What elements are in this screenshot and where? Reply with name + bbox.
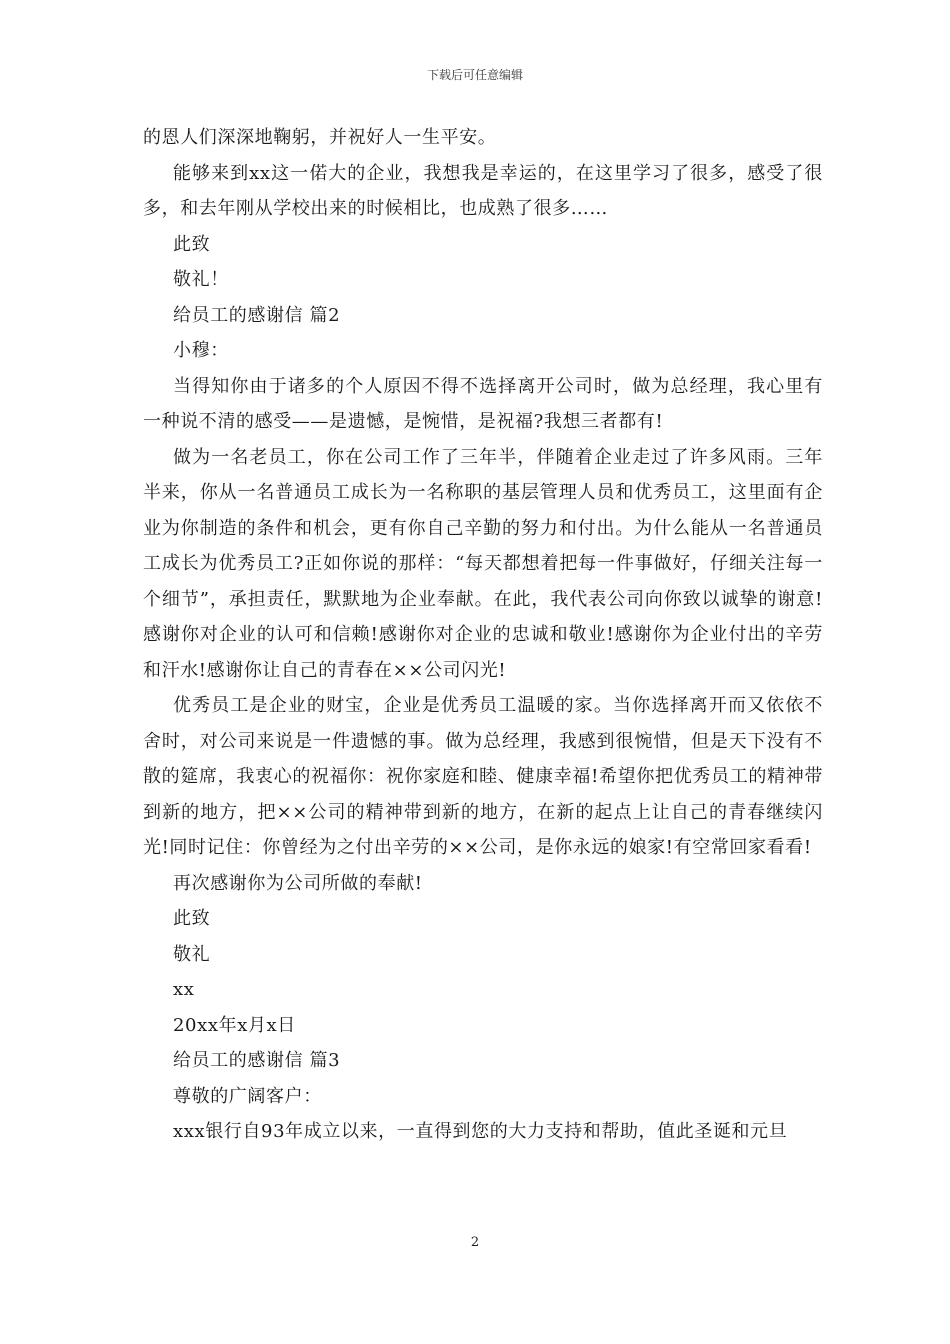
page-number: 2: [470, 1235, 480, 1250]
section-heading: 给员工的感谢信 篇3: [173, 1050, 341, 1071]
paragraph: 此致: [173, 233, 211, 255]
paragraph: 的恩人们深深地鞠躬，并祝好人一生平安。: [143, 127, 497, 148]
paragraph: 做为一名老员工，你在公司工作了三年半，伴随着企业走过了许多风雨。三年半来，你从一名普通员工成长为一名称职的基层管理人员和优秀员工，这里面有企业为你制造的条件和机会，更有你自己辛勤的努力和付出。为什么能从一名普通员工成长为优秀员工?正如你说的那样：“每天都想着把每一件事做好，仔细关注每一个细节”，承担责任，默默地为企业奉献。在此，我代表公司向你致以诚挚的谢意!感谢你对企业的认可和信赖!感谢你对企业的忠诚和敬业!感谢你为企业付出的辛劳和汗水!感谢你让自己的青春在××公司闪光!: [143, 446, 823, 681]
paragraph: 当得知你由于诸多的个人原因不得不选择离开公司时，做为总经理，我心里有一种说不清的感受——是遗憾，是惋惜，是祝福?我想三者都有!: [143, 375, 823, 432]
paragraph: 优秀员工是企业的财宝，企业是优秀员工温暖的家。当你选择离开而又依依不舍时，对公司来说是一件遗憾的事。做为总经理，我感到很惋惜，但是天下没有不散的筵席，我衷心的祝福你：祝你家庭和睦、健康幸福!希望你把优秀员工的精神带到新的地方，把××公司的精神带到新的地方，在新的起点上让自己的青春继续闪光!同时记住：你曾经为之付出辛劳的××公司，是你永远的娘家!有空常回家看看!: [143, 695, 823, 858]
date: 20xx年x月x日: [173, 1014, 296, 1036]
paragraph: 敬礼！: [173, 269, 229, 290]
page-header: 下载后可任意编辑: [426, 68, 523, 82]
salutation: 尊敬的广阔客户：: [173, 1085, 322, 1107]
signature: xx: [173, 979, 195, 1000]
paragraph: 再次感谢你为公司所做的奉献!: [173, 872, 423, 894]
paragraph: xxx银行自93年成立以来，一直得到您的大力支持和帮助，值此圣诞和元旦: [173, 1121, 788, 1142]
paragraph: 此致: [173, 908, 211, 929]
paragraph: 能够来到xx这一偌大的企业，我想我是幸运的，在这里学习了很多，感受了很多，和去年刚从学校出来的时候相比，也成熟了很多……: [143, 162, 823, 219]
section-heading: 给员工的感谢信 篇2: [173, 304, 341, 326]
salutation: 小穆：: [173, 340, 229, 361]
document-body: [143, 120, 823, 1150]
paragraph: 敬礼: [173, 943, 211, 965]
